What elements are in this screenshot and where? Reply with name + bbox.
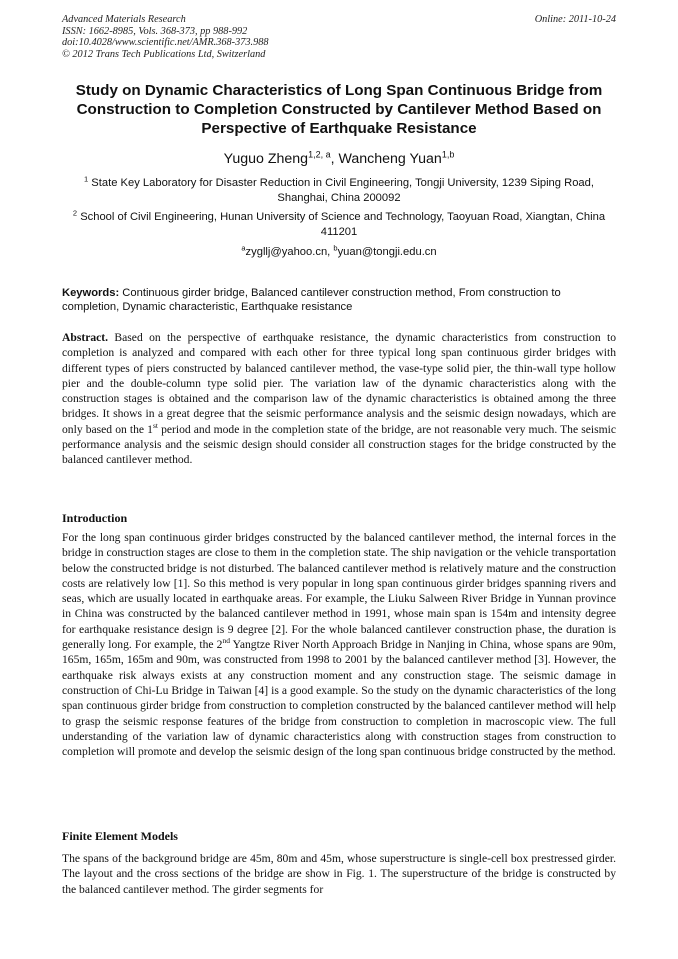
email-line [62, 245, 616, 260]
online-date: Online: 2011-10-24 [534, 14, 616, 25]
abstract-label: Abstract. [62, 331, 109, 344]
paragraph-text: For the long span continuous girder bridges constructed by the balanced cantilever method, the internal forces in the bridge in construction stages are close to them in the completion state. The ship navigation or the vehicle transportation below the constructed bridge is not disturbed. The balanced cantilever method is relatively mature and the construction costs are relatively low [1]. So this method is very popular in long span continuous girder bridges spanning rivers and seas, which are usually located in earthquake areas. For example, the Liuku Salween River Bridge in Yunnan province in China was constructed by the balanced cantilever method in 1991, whose main span is 154m and intensity degree for earthquake resistance design is 9 degree [2]. For the whole balanced cantilever construction phase, the duration is generally long. For example, the 2 [62, 531, 616, 652]
copyright-line: © 2012 Trans Tech Publications Ltd, Switzerland [62, 48, 266, 60]
journal-header [62, 14, 616, 60]
affiliation-mark: 1 [84, 174, 89, 184]
affiliation-2 [62, 210, 616, 240]
abstract-section [62, 330, 616, 468]
affiliation-mark: 2 [72, 208, 78, 218]
keywords-label: Keywords: [62, 287, 120, 299]
affiliation-text: State Key Laboratory for Disaster Reduction in Civil Engineering, Tongji University, 1239 Siping Road, Shanghai, China 200092 [91, 177, 594, 204]
affiliation-1 [62, 176, 616, 206]
author-affiliation-mark: 1,b [441, 149, 455, 160]
ordinal-suffix: nd [222, 636, 230, 646]
author-name: Yuguo Zheng [223, 151, 309, 167]
ordinal-suffix: st [152, 420, 158, 430]
issn-line: ISSN: 1662-8985, Vols. 368-373, pp 988-992 [62, 25, 248, 37]
email-mark: b [333, 243, 338, 253]
abstract-text: Based on the perspective of earthquake resistance, the dynamic characteristics from construction to completion is analyzed and compared with each other for three typical long span continuous girder bridges with different types of piers constructed by balanced cantilever method, the vase-type solid pier, the thin-wall type hollow pier and the double-column type solid pier. The variation law of the dynamic characteristics along with the construction stages is obtained and the comparison law of the dynamic characteristics is obtained among the three bridges. It shows in a great degree that the seismic performance analysis and the seismic design nowadays, which are only based on the 1 [62, 331, 616, 436]
fem-heading: Finite Element Models [62, 829, 178, 843]
paragraph-text: Yangtze River North Approach Bridge in Nanjing in China, whose spans are 90m, 165m, 165m, 165m and 90m, was constructed from 1998 to 2001 by the balanced cantilever method [3]. However, the earthquake risk always exists at any construction moment and any construction stage. The seismic damage in construction of Chi-Lu Bridge in Taiwan [4] is a good example. So the study on the dynamic characteristics of the long span continuous girder bridge from construction to completion constructed by the balanced cantilever method will help to grasp the seismic response features of the bridge from construction to completion in macroscopic view. The full understanding of the variation law of dynamic characteristics along with construction stages from construction to completion will promote and develop the seismic design of the long span continuous bridge constructed by the method. [62, 638, 616, 759]
paper-title: Study on Dynamic Characteristics of Long Span Continuous Bridge from Construction to Completion Constructed by Cantilever Method Based on Perspective of Earthquake Resistance [75, 82, 603, 137]
email-address: zygllj@yahoo.cn, [245, 246, 334, 258]
author-line [62, 150, 616, 168]
introduction-heading: Introduction [62, 511, 128, 525]
email-address: yuan@tongji.edu.cn [337, 246, 437, 258]
author-name: Wancheng Yuan [338, 151, 442, 167]
author-separator: , [330, 151, 339, 167]
fem-text: The spans of the background bridge are 45m, 80m and 45m, whose superstructure is single-cell box prestressed girder. The layout and the cross sections of the bridge are show in Fig. 1. The superstructure of the bridge is constructed by the balanced cantilever method. The girder segments for [62, 852, 616, 896]
keywords-text: Continuous girder bridge, Balanced cantilever construction method, From construction to completion, Dynamic characteristic, Earthquake resistance [62, 287, 561, 313]
email-mark: a [241, 243, 246, 253]
journal-name: Advanced Materials Research [62, 14, 186, 25]
doi-line: doi:10.4028/www.scientific.net/AMR.368-373.988 [62, 37, 269, 49]
author-affiliation-mark: 1,2, a [308, 149, 331, 160]
abstract-text: period and mode in the completion state of the bridge, are not reasonable very much. The seismic performance analysis and the seismic design should consider all construction stages for the bridge constructed by the balanced cantilever method. [62, 422, 616, 467]
introduction-text [62, 530, 616, 759]
affiliation-text: School of Civil Engineering, Hunan University of Science and Technology, Taoyuan Road, Xiangtan, China 411201 [80, 211, 606, 238]
keywords-section [62, 286, 616, 314]
